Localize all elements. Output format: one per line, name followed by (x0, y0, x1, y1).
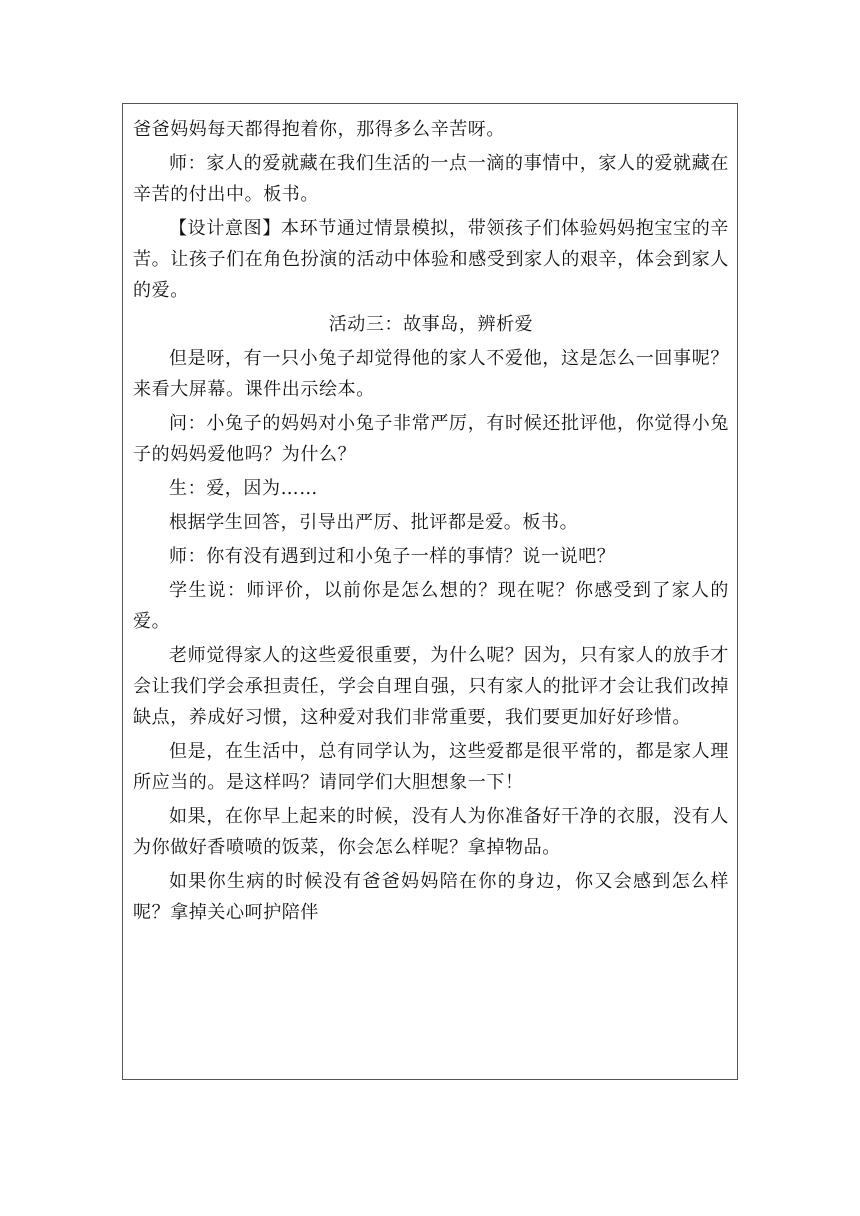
paragraph-imagine-sick: 如果你生病的时候没有爸爸妈妈陪在你的身边，你又会感到怎么样呢？拿掉关心呵护陪伴 (133, 871, 729, 923)
paragraph-ordinary-love: 但是，在生活中，总有同学认为，这些爱都是很平常的，都是家人理所应当的。是这样吗？请同学们大胆想象一下！ (133, 741, 729, 793)
paragraph-imagine-morning: 如果，在你早上起来的时候，没有人为你准备好干净的衣服，没有人为你做好香喷喷的饭菜，你会怎么样呢？拿掉物品。 (133, 806, 729, 858)
paragraph-student-answer: 生：爱，因为…… (169, 478, 318, 499)
lesson-text-content (133, 114, 729, 931)
paragraph-guidance: 根据学生回答，引导出严厉、批评都是爱。板书。 (169, 512, 579, 533)
paragraph-importance-of-love: 老师觉得家人的这些爱很重要，为什么呢？因为，只有家人的放手才会让我们学会承担责任，学会自理自强，只有家人的批评才会让我们改掉缺点，养成好习惯，这种爱对我们非常重要，我们要更加好好珍惜。 (133, 645, 729, 728)
paragraph-teacher-love-hidden: 师：家人的爱就藏在我们生活的一点一滴的事情中，家人的爱就藏在辛苦的付出中。板书。 (133, 153, 729, 205)
paragraph-teacher-prompt: 师：你有没有遇到过和小兔子一样的事情？说一说吧？ (169, 546, 616, 567)
paragraph-question: 问：小兔子的妈妈对小兔子非常严厉，有时候还批评他，你觉得小兔子的妈妈爱他吗？为什么？ (133, 413, 729, 465)
activity-three-heading: 活动三：故事岛，辨析爱 (328, 314, 534, 335)
paragraph-student-sharing: 学生说：师评价，以前你是怎么想的？现在呢？你感受到了家人的爱。 (133, 580, 729, 632)
lesson-plan-table-cell (122, 103, 738, 1080)
paragraph-continuation: 爸爸妈妈每天都得抱着你，那得多么辛苦呀。 (133, 119, 505, 140)
paragraph-rabbit-story: 但是呀，有一只小兔子却觉得他的家人不爱他，这是怎么一回事呢？来看大屏幕。课件出示绘本。 (133, 348, 729, 400)
paragraph-design-intent: 【设计意图】本环节通过情景模拟，带领孩子们体验妈妈抱宝宝的辛苦。让孩子们在角色扮演的活动中体验和感受到家人的艰辛，体会到家人的爱。 (133, 218, 729, 301)
